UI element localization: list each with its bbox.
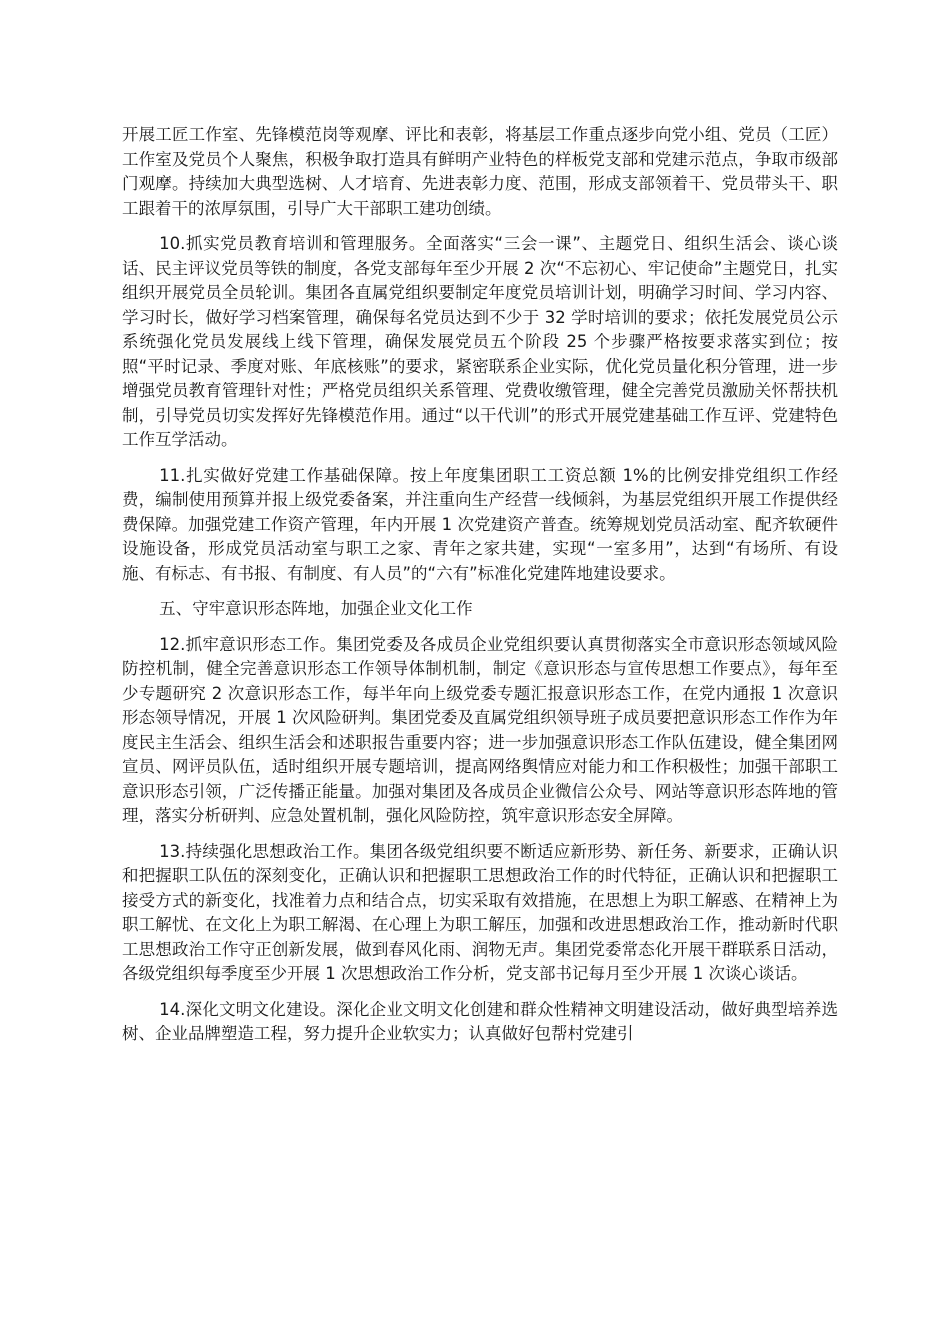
paragraph-continuation: 开展工匠工作室、先锋模范岗等观摩、评比和表彰，将基层工作重点逐步向党小组、党员（工匠）工作室及党员个人聚焦，积极争取打造具有鲜明产业特色的样板党支部和党建示范点，争取市级部门观摩。持续加大典型选树、人才培育、先进表彰力度、范围，形成支部领着干、党员带头干、职工跟着干的浓厚氛围，引导广大干部职工建功创绩。 [122,125,838,218]
section-heading-5: 五、守牢意识形态阵地，加强企业文化工作 [159,599,473,618]
paragraph-item-10: 10.抓实党员教育培训和管理服务。全面落实“三会一课”、主题党日、组织生活会、谈心谈话、民主评议党员等铁的制度，各党支部每年至少开展 2 次“不忘初心、牢记使命”主题党日，扎实组织开展党员全员轮训。集团各直属党组织要制定年度党员培训计划，明确学习时间、学习内容、学习时长，做好学习档案管理，确保每名党员达到不少于 32 学时培训的要求；依托发展党员公示系统强化党员发展线上线下管理，确保发展党员五个阶段 25 个步骤严格按要求落实到位；按照“平时记录、季度对账、年底核账”的要求，紧密联系企业实际，优化党员量化积分管理，进一步增强党员教育管理针对性；严格党员组织关系管理、党费收缴管理，健全完善党员激励关怀帮扶机制，引导党员切实发挥好先锋模范作用。通过“以干代训”的形式开展党建基础工作互评、党建特色工作互学活动。 [122,234,838,449]
paragraph-item-11: 11.扎实做好党建工作基础保障。按上年度集团职工工资总额 1%的比例安排党组织工作经费，编制使用预算并报上级党委备案，并注重向生产经营一线倾斜，为基层党组织开展工作提供经费保障。加强党建工作资产管理，年内开展 1 次党建资产普查。统筹规划党员活动室、配齐软硬件设施设备，形成党员活动室与职工之家、青年之家共建，实现“一室多用”，达到“有场所、有设施、有标志、有书报、有制度、有人员”的“六有”标准化党建阵地建设要求。 [122,465,838,583]
document-body [122,123,838,1058]
paragraph-item-12: 12.抓牢意识形态工作。集团党委及各成员企业党组织要认真贯彻落实全市意识形态领域风险防控机制，健全完善意识形态工作领导体制机制，制定《意识形态与宣传思想工作要点》，每年至少专题研究 2 次意识形态工作，每半年向上级党委专题汇报意识形态工作，在党内通报 1 次意识形态领导情况，开展 1 次风险研判。集团党委及直属党组织领导班子成员要把意识形态工作作为年度民主生活会、组织生活会和述职报告重要内容；进一步加强意识形态工作队伍建设，健全集团网宣员、网评员队伍，适时组织开展专题培训，提高网络舆情应对能力和工作积极性；加强干部职工意识形态引领，广泛传播正能量。加强对集团及各成员企业微信公众号、网站等意识形态阵地的管理，落实分析研判、应急处置机制，强化风险防控，筑牢意识形态安全屏障。 [122,634,838,825]
paragraph-item-14: 14.深化文明文化建设。深化企业文明文化创建和群众性精神文明建设活动，做好典型培养选树、企业品牌塑造工程，努力提升企业软实力；认真做好包帮村党建引 [122,999,838,1043]
paragraph-item-13: 13.持续强化思想政治工作。集团各级党组织要不断适应新形势、新任务、新要求，正确认识和把握职工队伍的深刻变化，正确认识和把握职工思想政治工作的时代特征，正确认识和把握职工接受方式的新变化，找准着力点和结合点，切实采取有效措施，在思想上为职工解惑、在精神上为职工解忧、在文化上为职工解渴、在心理上为职工解压，加强和改进思想政治工作，推动新时代职工思想政治工作守正创新发展，做到春风化雨、润物无声。集团党委常态化开展干群联系日活动，各级党组织每季度至少开展 1 次思想政治工作分析，党支部书记每月至少开展 1 次谈心谈话。 [122,841,838,983]
